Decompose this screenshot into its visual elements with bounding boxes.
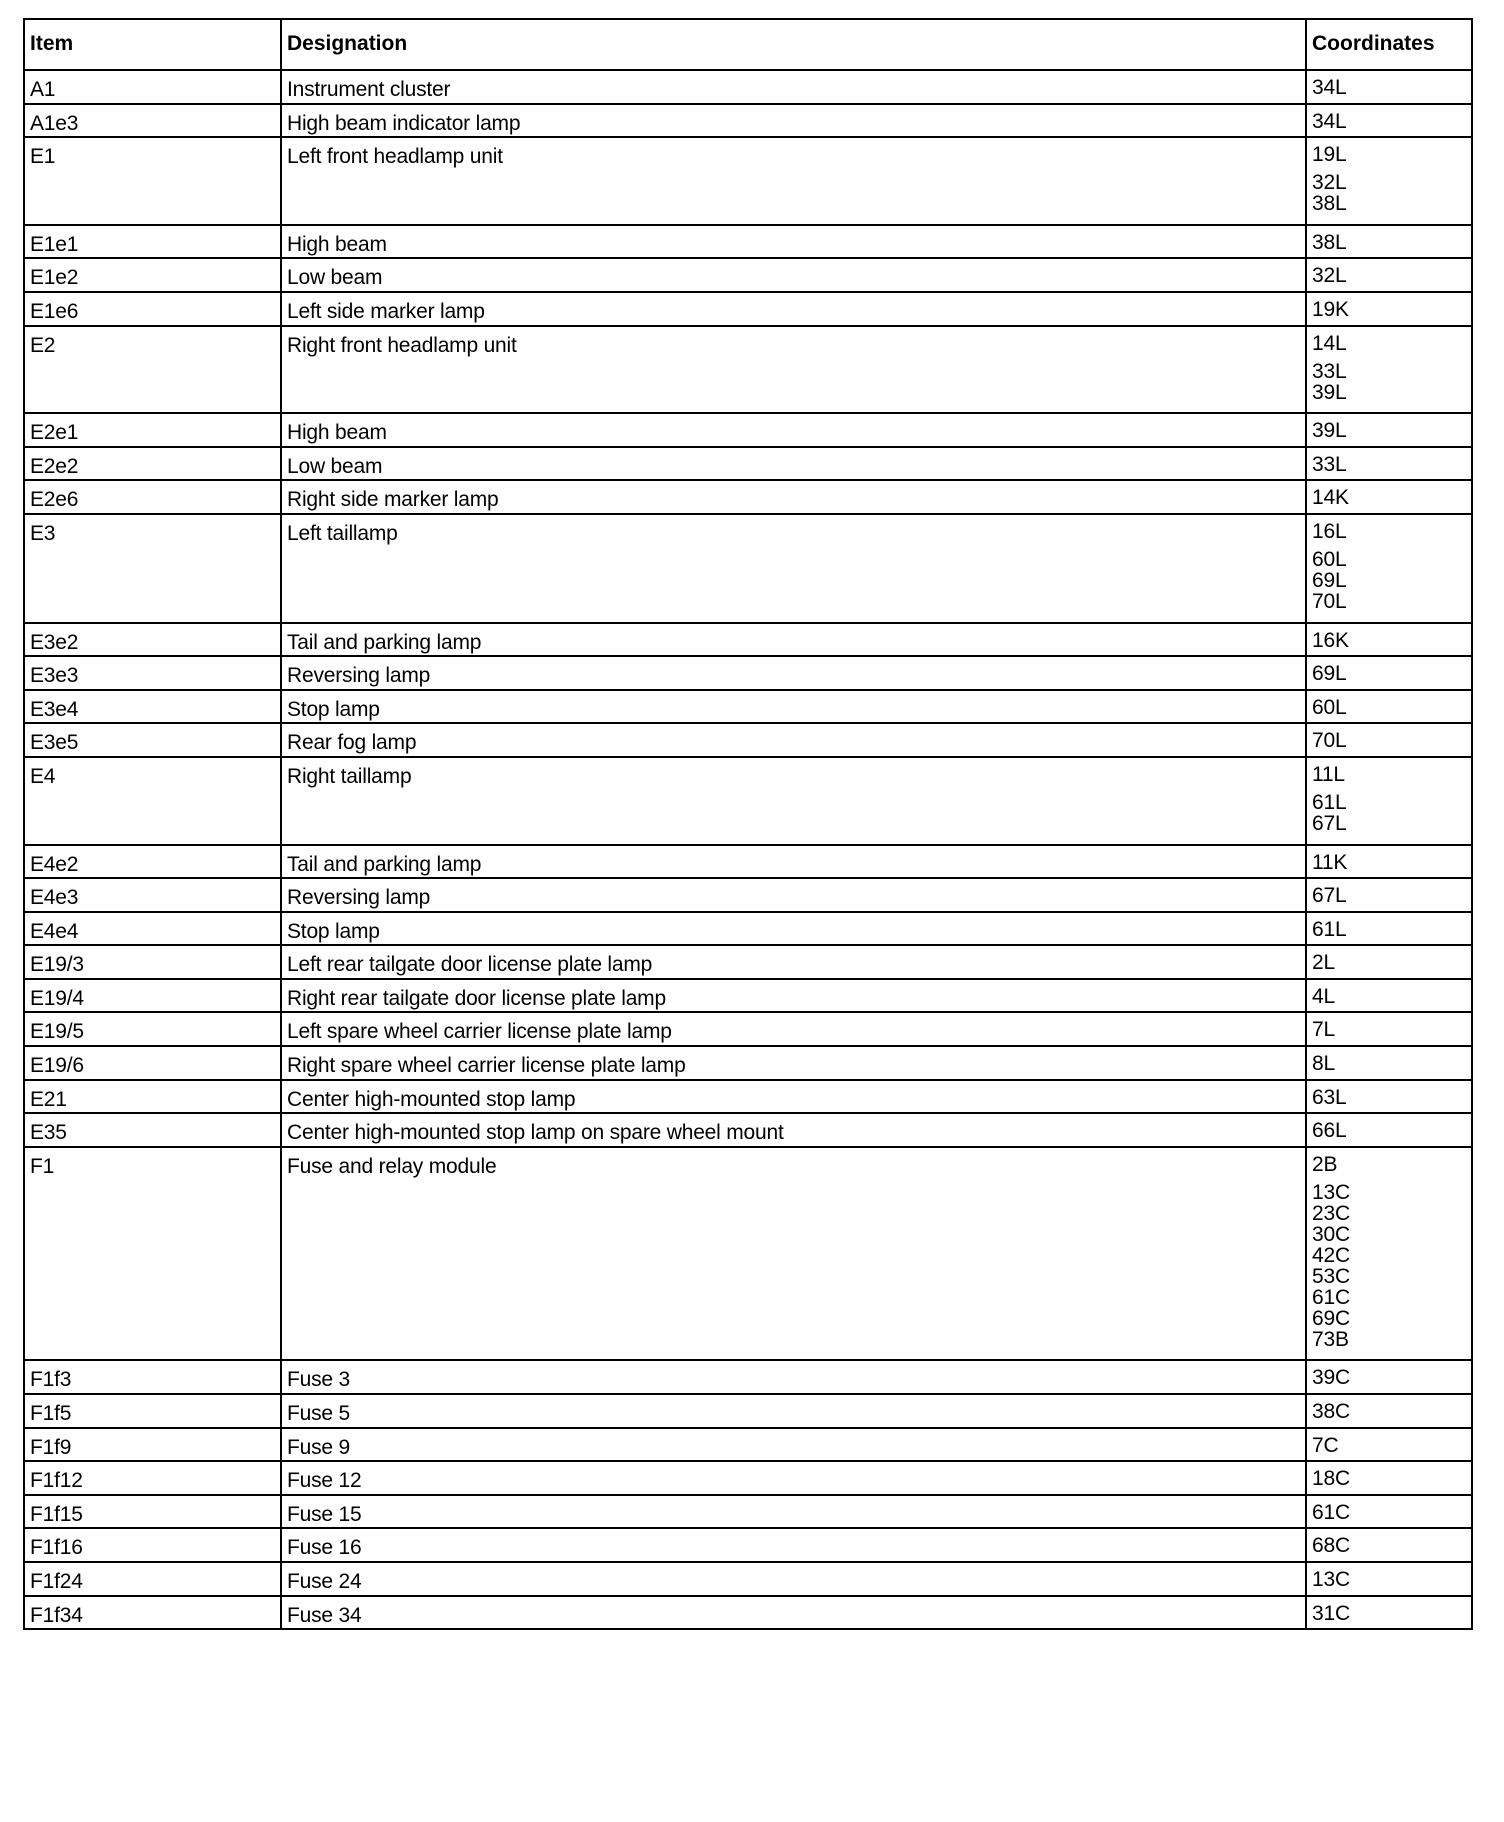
designation-cell: Fuse 24 bbox=[281, 1562, 1306, 1596]
table-row bbox=[24, 1596, 1472, 1630]
item-cell: F1 bbox=[24, 1147, 281, 1361]
coordinate-value: 2B bbox=[1312, 1152, 1338, 1176]
coordinates-cell bbox=[1306, 1113, 1472, 1147]
coordinate-value: 70L bbox=[1312, 729, 1347, 753]
item-cell: E21 bbox=[24, 1080, 281, 1114]
coordinate-value: 33L bbox=[1312, 452, 1347, 476]
coordinate-value: 14L bbox=[1312, 331, 1347, 355]
coordinates-cell bbox=[1306, 1428, 1472, 1462]
coordinate-value: 18C bbox=[1312, 1467, 1350, 1491]
table-row bbox=[24, 912, 1472, 946]
item-cell: F1f24 bbox=[24, 1562, 281, 1596]
coordinates-cell bbox=[1306, 1528, 1472, 1562]
coordinate-value: 16K bbox=[1312, 628, 1349, 652]
column-header-designation: Designation bbox=[281, 19, 1306, 70]
coordinates-cell bbox=[1306, 656, 1472, 690]
coordinate-value: 68C bbox=[1312, 1534, 1350, 1558]
designation-cell: Reversing lamp bbox=[281, 656, 1306, 690]
coordinates-cell bbox=[1306, 878, 1472, 912]
table-row bbox=[24, 137, 1472, 225]
table-row bbox=[24, 1080, 1472, 1114]
designation-cell: Center high-mounted stop lamp on spare wheel mount bbox=[281, 1113, 1306, 1147]
designation-cell: Low beam bbox=[281, 258, 1306, 292]
coordinate-value: 11L bbox=[1312, 762, 1345, 786]
table-row bbox=[24, 225, 1472, 259]
coordinates-cell bbox=[1306, 514, 1472, 623]
designation-cell: Tail and parking lamp bbox=[281, 845, 1306, 879]
coordinate-value: 7L bbox=[1312, 1018, 1335, 1042]
coordinate-value: 11K bbox=[1312, 850, 1348, 874]
table-row bbox=[24, 1113, 1472, 1147]
designation-cell: Right side marker lamp bbox=[281, 480, 1306, 514]
coordinates-cell bbox=[1306, 413, 1472, 447]
table-row bbox=[24, 757, 1472, 845]
item-cell: E2e2 bbox=[24, 447, 281, 481]
coordinates-cell bbox=[1306, 723, 1472, 757]
table-row bbox=[24, 292, 1472, 326]
table-row bbox=[24, 1147, 1472, 1361]
table-row bbox=[24, 413, 1472, 447]
coordinate-value: 8L bbox=[1312, 1052, 1335, 1076]
coordinate-value: 23C bbox=[1312, 1201, 1350, 1225]
designation-cell: High beam indicator lamp bbox=[281, 104, 1306, 138]
coordinate-value: 19L bbox=[1312, 143, 1347, 167]
coordinates-cell bbox=[1306, 1495, 1472, 1529]
item-cell: E2 bbox=[24, 326, 281, 414]
item-cell: A1 bbox=[24, 70, 281, 104]
coordinates-cell bbox=[1306, 292, 1472, 326]
coordinate-value: 60L bbox=[1312, 695, 1347, 719]
coordinate-value: 69L bbox=[1312, 662, 1347, 686]
designation-cell: Left taillamp bbox=[281, 514, 1306, 623]
coordinates-cell bbox=[1306, 1080, 1472, 1114]
item-cell: E3e4 bbox=[24, 690, 281, 724]
item-cell: F1f15 bbox=[24, 1495, 281, 1529]
coordinates-cell bbox=[1306, 623, 1472, 657]
coordinates-cell bbox=[1306, 979, 1472, 1013]
coordinates-cell bbox=[1306, 912, 1472, 946]
table-row bbox=[24, 979, 1472, 1013]
designation-cell: Right rear tailgate door license plate lamp bbox=[281, 979, 1306, 1013]
item-cell: F1f34 bbox=[24, 1596, 281, 1630]
table-row bbox=[24, 1012, 1472, 1046]
item-cell: E1e2 bbox=[24, 258, 281, 292]
coordinate-value: 69C bbox=[1312, 1306, 1350, 1330]
table-row bbox=[24, 1528, 1472, 1562]
coordinate-value: 33L bbox=[1312, 359, 1347, 383]
designation-cell: Low beam bbox=[281, 447, 1306, 481]
coordinates-cell bbox=[1306, 945, 1472, 979]
coordinates-cell bbox=[1306, 480, 1472, 514]
item-cell: F1f5 bbox=[24, 1394, 281, 1428]
coordinates-cell bbox=[1306, 225, 1472, 259]
coordinate-value: 73B bbox=[1312, 1327, 1349, 1351]
item-cell: F1f16 bbox=[24, 1528, 281, 1562]
coordinate-value: 63L bbox=[1312, 1085, 1347, 1109]
designation-cell: Right taillamp bbox=[281, 757, 1306, 845]
table-row bbox=[24, 1562, 1472, 1596]
coordinate-value: 53C bbox=[1312, 1264, 1350, 1288]
item-cell: E19/6 bbox=[24, 1046, 281, 1080]
item-cell: E4e2 bbox=[24, 845, 281, 879]
coordinate-value: 32L bbox=[1312, 171, 1347, 195]
item-cell: E1e6 bbox=[24, 292, 281, 326]
item-cell: E3e2 bbox=[24, 623, 281, 657]
designation-cell: Fuse and relay module bbox=[281, 1147, 1306, 1361]
designation-cell: Reversing lamp bbox=[281, 878, 1306, 912]
designation-cell: High beam bbox=[281, 413, 1306, 447]
table-row bbox=[24, 1428, 1472, 1462]
item-cell: E3 bbox=[24, 514, 281, 623]
coordinate-value: 61L bbox=[1312, 917, 1347, 941]
coordinates-cell bbox=[1306, 1147, 1472, 1361]
designation-cell: Fuse 34 bbox=[281, 1596, 1306, 1630]
coordinates-cell bbox=[1306, 690, 1472, 724]
coordinate-value: 67L bbox=[1312, 884, 1347, 908]
table-row bbox=[24, 1394, 1472, 1428]
column-header-coordinates: Coordinates bbox=[1306, 19, 1472, 70]
coordinate-value: 31C bbox=[1312, 1601, 1350, 1625]
coordinate-value: 4L bbox=[1312, 984, 1335, 1008]
table-row bbox=[24, 1360, 1472, 1394]
coordinate-value: 39L bbox=[1312, 419, 1347, 443]
column-header-item: Item bbox=[24, 19, 281, 70]
designation-cell: Left front headlamp unit bbox=[281, 137, 1306, 225]
item-cell: E3e5 bbox=[24, 723, 281, 757]
coordinates-cell bbox=[1306, 70, 1472, 104]
coordinate-value: 61L bbox=[1312, 790, 1347, 814]
coordinates-cell bbox=[1306, 326, 1472, 414]
designation-cell: Fuse 15 bbox=[281, 1495, 1306, 1529]
designation-cell: Fuse 3 bbox=[281, 1360, 1306, 1394]
coordinate-value: 13C bbox=[1312, 1568, 1350, 1591]
coordinates-cell bbox=[1306, 1461, 1472, 1495]
coordinate-value: 2L bbox=[1312, 951, 1335, 975]
item-cell: E2e6 bbox=[24, 480, 281, 514]
coordinates-cell bbox=[1306, 1046, 1472, 1080]
table-row bbox=[24, 878, 1472, 912]
designation-cell: Left side marker lamp bbox=[281, 292, 1306, 326]
coordinate-value: 67L bbox=[1312, 811, 1347, 835]
coordinate-value: 70L bbox=[1312, 589, 1347, 613]
coordinate-value: 69L bbox=[1312, 568, 1347, 592]
designation-cell: Center high-mounted stop lamp bbox=[281, 1080, 1306, 1114]
item-cell: E4e4 bbox=[24, 912, 281, 946]
coordinate-value: 39L bbox=[1312, 380, 1347, 404]
designation-cell: Instrument cluster bbox=[281, 70, 1306, 104]
table-row bbox=[24, 104, 1472, 138]
coordinate-value: 16L bbox=[1312, 519, 1347, 543]
item-cell: E1e1 bbox=[24, 225, 281, 259]
coordinates-cell bbox=[1306, 1596, 1472, 1630]
coordinate-value: 34L bbox=[1312, 76, 1347, 99]
coordinate-value: 32L bbox=[1312, 264, 1347, 288]
coordinate-value: 60L bbox=[1312, 547, 1347, 571]
table-row bbox=[24, 258, 1472, 292]
coordinate-value: 66L bbox=[1312, 1119, 1347, 1143]
table-row bbox=[24, 514, 1472, 623]
coordinate-value: 42C bbox=[1312, 1243, 1350, 1267]
table-row bbox=[24, 70, 1472, 104]
designation-cell: Rear fog lamp bbox=[281, 723, 1306, 757]
table-body bbox=[24, 70, 1472, 1629]
item-cell: A1e3 bbox=[24, 104, 281, 138]
coordinate-value: 19K bbox=[1312, 297, 1349, 321]
designation-cell: Right spare wheel carrier license plate lamp bbox=[281, 1046, 1306, 1080]
table-row bbox=[24, 845, 1472, 879]
coordinate-value: 7C bbox=[1312, 1433, 1339, 1457]
designation-cell: Stop lamp bbox=[281, 912, 1306, 946]
table-row bbox=[24, 656, 1472, 690]
item-cell: E35 bbox=[24, 1113, 281, 1147]
item-cell: E3e3 bbox=[24, 656, 281, 690]
coordinates-cell bbox=[1306, 1360, 1472, 1394]
coordinate-value: 61C bbox=[1312, 1285, 1350, 1309]
coordinate-value: 61C bbox=[1312, 1500, 1350, 1524]
item-cell: E19/4 bbox=[24, 979, 281, 1013]
coordinates-cell bbox=[1306, 137, 1472, 225]
designation-cell: High beam bbox=[281, 225, 1306, 259]
coordinate-value: 39C bbox=[1312, 1366, 1350, 1390]
designation-cell: Left rear tailgate door license plate lamp bbox=[281, 945, 1306, 979]
table-row bbox=[24, 623, 1472, 657]
table-row bbox=[24, 690, 1472, 724]
coordinates-cell bbox=[1306, 447, 1472, 481]
table-row bbox=[24, 723, 1472, 757]
coordinate-value: 34L bbox=[1312, 109, 1347, 133]
table-row bbox=[24, 326, 1472, 414]
coordinate-value: 14K bbox=[1312, 486, 1349, 510]
coordinates-cell bbox=[1306, 1012, 1472, 1046]
item-cell: E19/3 bbox=[24, 945, 281, 979]
coordinates-cell bbox=[1306, 757, 1472, 845]
designation-cell: Right front headlamp unit bbox=[281, 326, 1306, 414]
coordinate-value: 13C bbox=[1312, 1180, 1350, 1204]
designation-cell: Stop lamp bbox=[281, 690, 1306, 724]
coordinates-cell bbox=[1306, 258, 1472, 292]
item-cell: E1 bbox=[24, 137, 281, 225]
coordinates-cell bbox=[1306, 1394, 1472, 1428]
item-cell: F1f12 bbox=[24, 1461, 281, 1495]
item-cell: E19/5 bbox=[24, 1012, 281, 1046]
table-row bbox=[24, 447, 1472, 481]
designation-cell: Fuse 16 bbox=[281, 1528, 1306, 1562]
table-row bbox=[24, 1046, 1472, 1080]
component-location-table bbox=[23, 18, 1473, 1630]
item-cell: F1f9 bbox=[24, 1428, 281, 1462]
table-row bbox=[24, 1461, 1472, 1495]
item-cell: F1f3 bbox=[24, 1360, 281, 1394]
designation-cell: Fuse 9 bbox=[281, 1428, 1306, 1462]
item-cell: E2e1 bbox=[24, 413, 281, 447]
designation-cell: Fuse 12 bbox=[281, 1461, 1306, 1495]
table-row bbox=[24, 480, 1472, 514]
coordinate-value: 38L bbox=[1312, 230, 1347, 254]
coordinate-value: 38C bbox=[1312, 1400, 1350, 1424]
designation-cell: Tail and parking lamp bbox=[281, 623, 1306, 657]
coordinate-value: 38L bbox=[1312, 192, 1347, 216]
item-cell: E4e3 bbox=[24, 878, 281, 912]
coordinates-cell bbox=[1306, 1562, 1472, 1596]
table-row bbox=[24, 1495, 1472, 1529]
item-cell: E4 bbox=[24, 757, 281, 845]
coordinates-cell bbox=[1306, 845, 1472, 879]
coordinates-cell bbox=[1306, 104, 1472, 138]
table-row bbox=[24, 945, 1472, 979]
header-row bbox=[24, 19, 1472, 70]
coordinate-value: 30C bbox=[1312, 1222, 1350, 1246]
designation-cell: Fuse 5 bbox=[281, 1394, 1306, 1428]
designation-cell: Left spare wheel carrier license plate lamp bbox=[281, 1012, 1306, 1046]
